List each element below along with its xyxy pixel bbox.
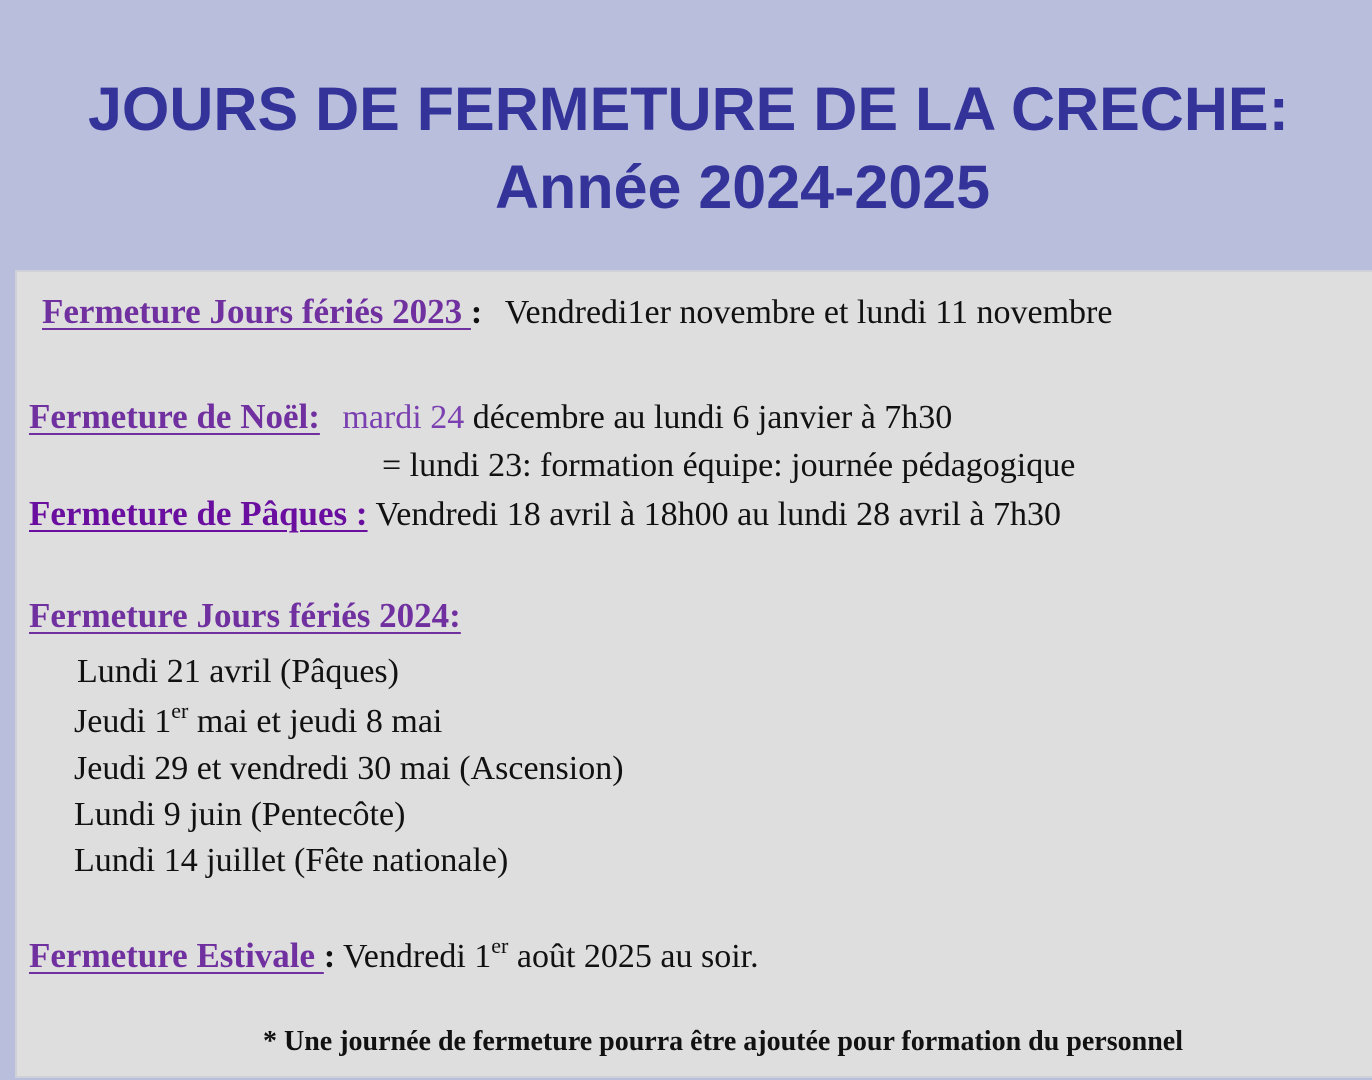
noel-row: [29, 397, 952, 438]
holiday-item: [74, 698, 443, 742]
holiday-item-text: Jeudi 1: [74, 703, 172, 740]
feries-2023-heading: Fermeture Jours fériés 2023: [42, 292, 471, 331]
paques-text: Vendredi 18 avril à 18h00 au lundi 28 avril à 7h30: [367, 496, 1061, 533]
noel-start-date: mardi 24: [342, 399, 465, 436]
paques-heading: Fermeture de Pâques :: [29, 494, 368, 533]
estivale-row: [29, 933, 759, 977]
estivale-sup: er: [491, 933, 509, 958]
holiday-item: Lundi 21 avril (Pâques): [77, 653, 399, 690]
estivale-text-end: août 2025 au soir.: [508, 938, 759, 975]
estivale-colon: :: [323, 938, 336, 975]
page-title-line1: JOURS DE FERMETURE DE LA CRECHE:: [88, 75, 1289, 143]
closure-panel: [15, 270, 1372, 1078]
page-title-line2: Année 2024-2025: [495, 153, 991, 221]
paques-row: [29, 494, 1061, 535]
footnote: * Une journée de fermeture pourra être ajoutée pour formation du personnel: [263, 1026, 1183, 1057]
feries-2024-heading: Fermeture Jours fériés 2024:: [29, 596, 461, 635]
holiday-item: Jeudi 29 et vendredi 30 mai (Ascension): [74, 750, 624, 787]
holiday-item-text: mai et jeudi 8 mai: [188, 703, 443, 740]
holiday-item-sup: er: [171, 698, 189, 723]
feries-2023-row: [42, 292, 1112, 333]
feries-2024-heading-row: [29, 596, 461, 637]
noel-heading: Fermeture de Noël:: [29, 397, 320, 436]
feries-2023-colon: :: [470, 294, 483, 331]
feries-2023-text: Vendredi1er novembre et lundi 11 novembre: [504, 294, 1113, 331]
noel-line2: = lundi 23: formation équipe: journée pédagogique: [382, 447, 1076, 484]
holiday-item: Lundi 9 juin (Pentecôte): [74, 796, 406, 833]
holiday-item: Lundi 14 juillet (Fête nationale): [74, 842, 509, 879]
noel-text: décembre au lundi 6 janvier à 7h30: [464, 399, 953, 436]
estivale-text: Vendredi 1: [335, 938, 492, 975]
estivale-heading: Fermeture Estivale: [29, 936, 324, 975]
